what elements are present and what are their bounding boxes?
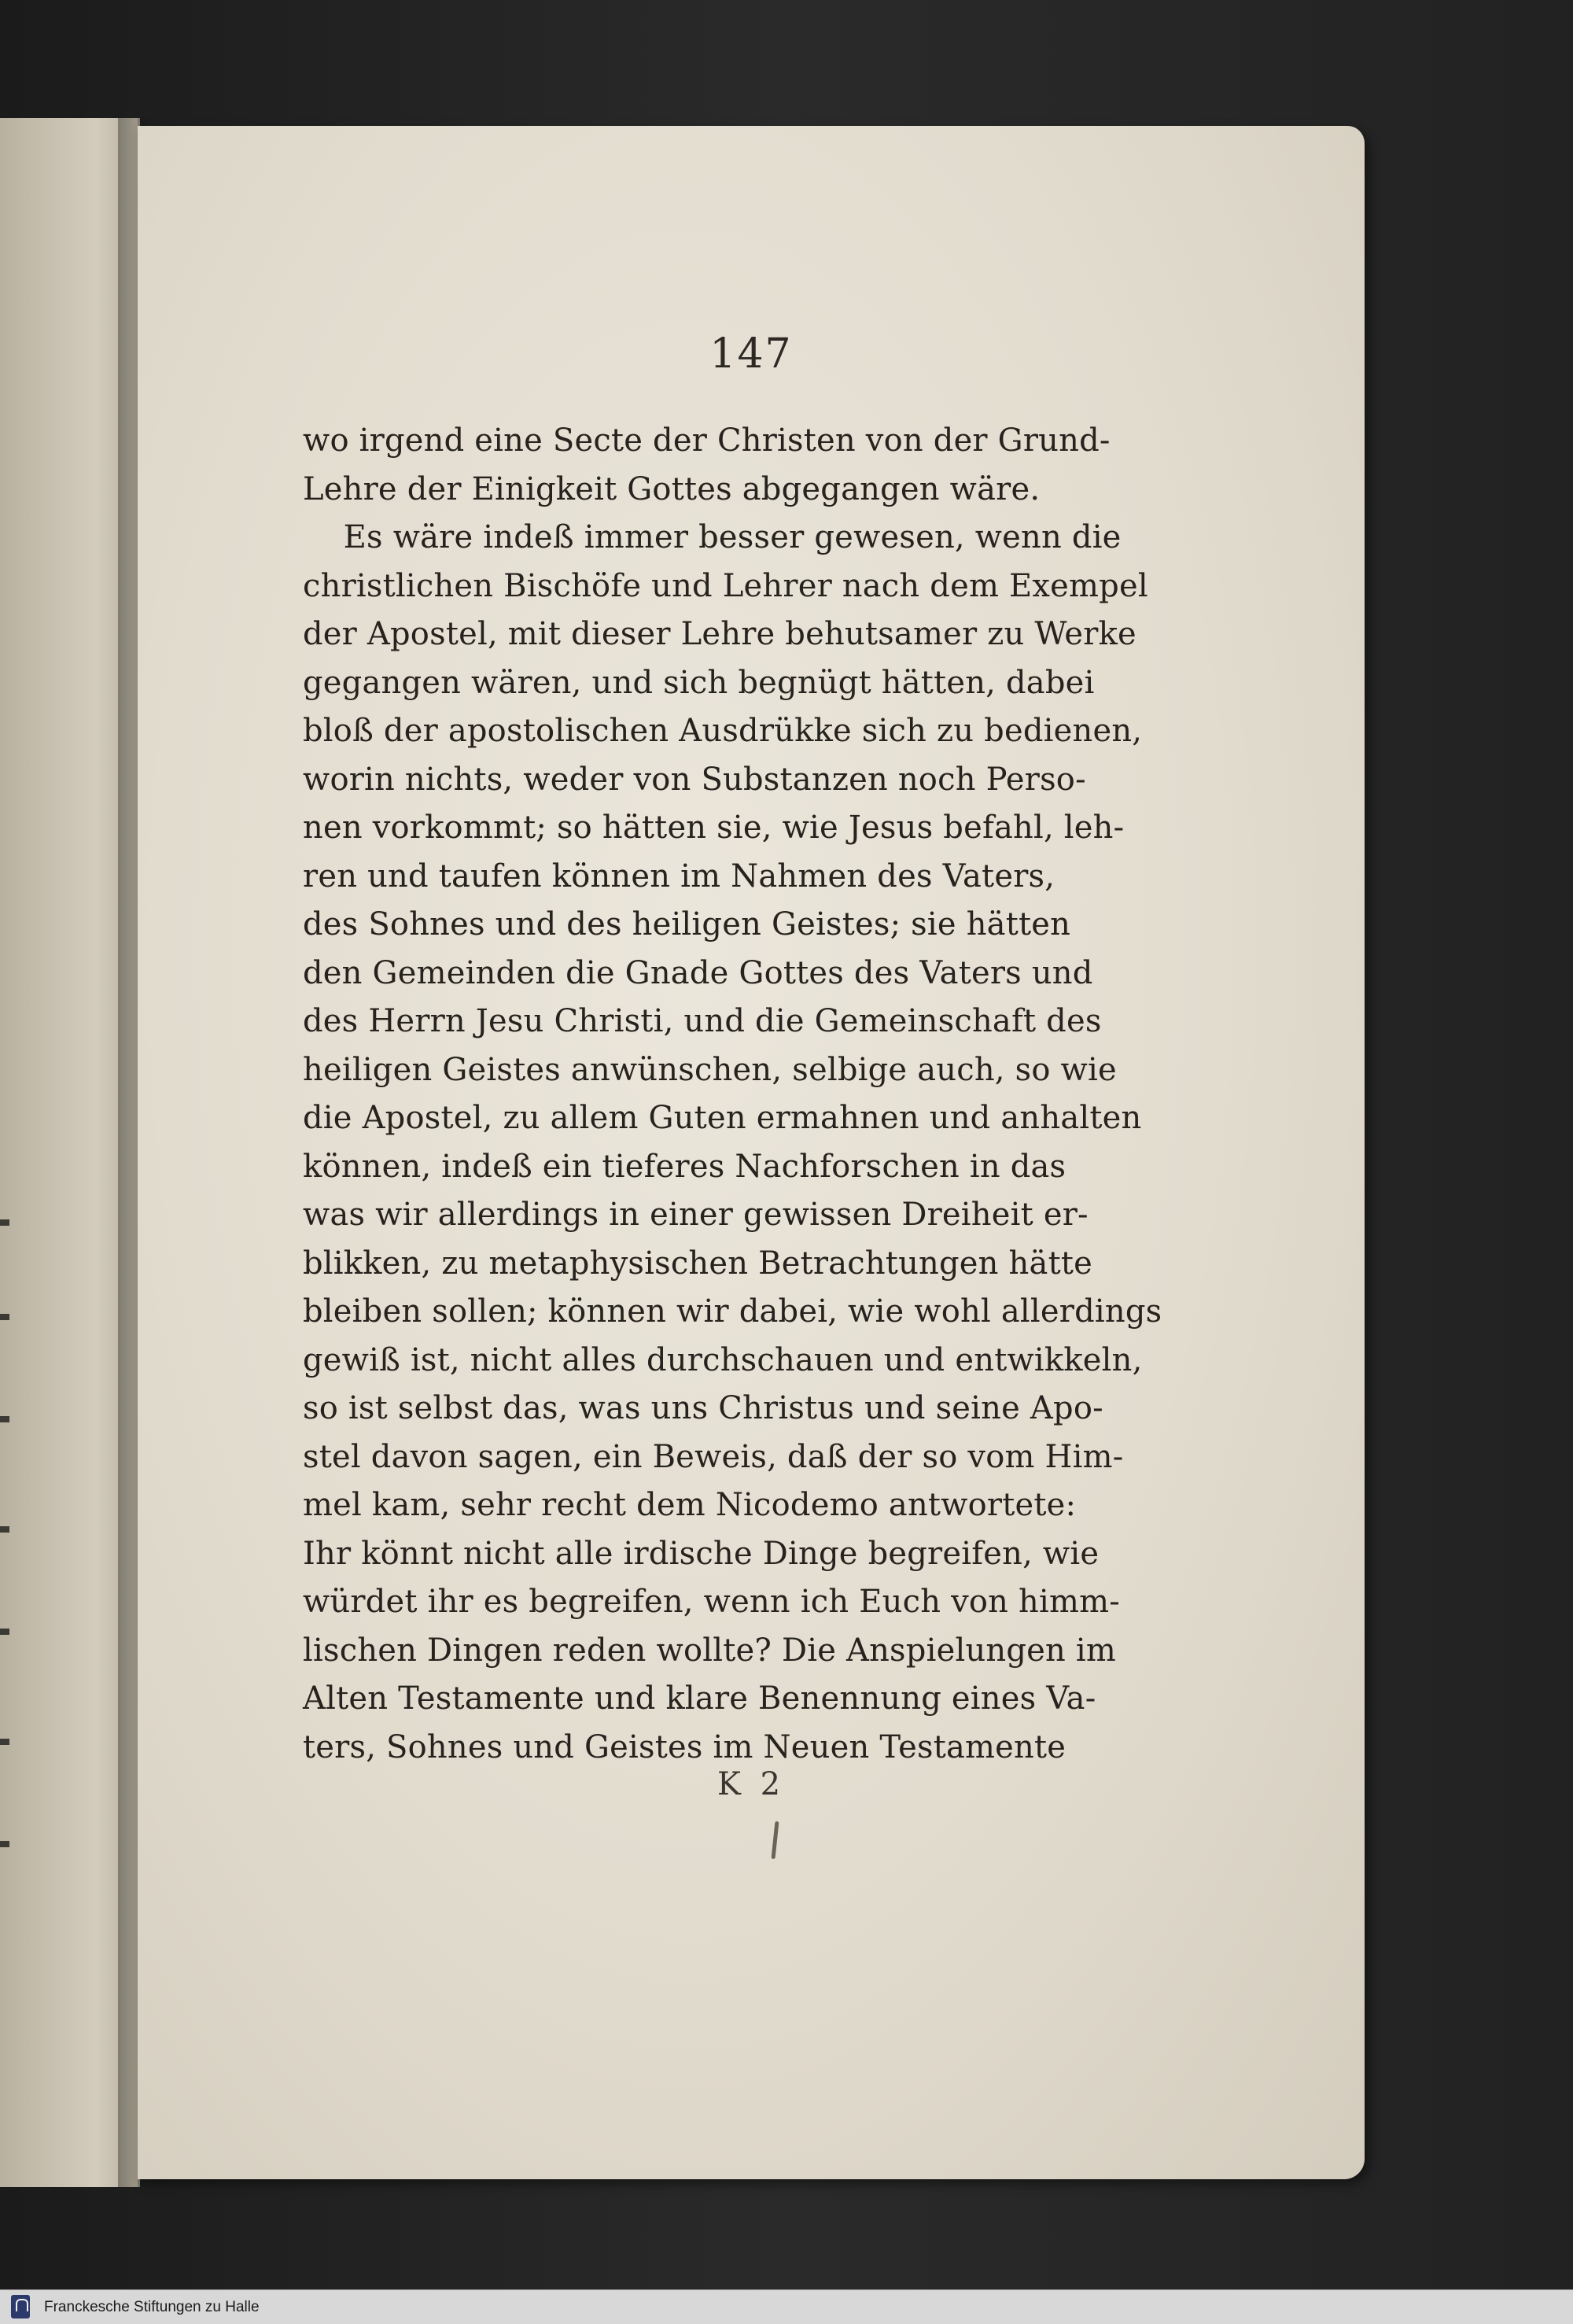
text-line: was wir allerdings in einer gewissen Dreiheit er- bbox=[303, 1197, 1089, 1233]
text-line: wo irgend eine Secte der Christen von der Grund- bbox=[303, 422, 1111, 459]
institution-logo-icon bbox=[11, 2295, 30, 2318]
text-line: ren und taufen können im Nahmen des Vaters, bbox=[303, 858, 1055, 895]
text-line: Ihr könnt nicht alle irdische Dinge begreifen, wie bbox=[303, 1535, 1100, 1572]
text-line: christlichen Bischöfe und Lehrer nach dem Exempel bbox=[303, 567, 1148, 604]
text-line: gegangen wären, und sich begnügt hätten, dabei bbox=[303, 664, 1095, 701]
text-line: heiligen Geistes anwünschen, selbige auch, so wie bbox=[303, 1051, 1117, 1088]
signature-mark: K 2 bbox=[717, 1766, 786, 1802]
text-line: so ist selbst das, was uns Christus und seine Apo- bbox=[303, 1390, 1103, 1426]
text-line: Es wäre indeß immer besser gewesen, wenn die bbox=[303, 519, 1122, 555]
text-line: blikken, zu metaphysischen Betrachtungen hätte bbox=[303, 1245, 1092, 1282]
text-line: der Apostel, mit dieser Lehre behutsamer zu Werke bbox=[303, 616, 1136, 652]
book-page bbox=[138, 126, 1365, 2179]
text-line: bleiben sollen; können wir dabei, wie wohl allerdings bbox=[303, 1293, 1162, 1330]
body-text bbox=[303, 417, 1247, 1772]
footer-institution: Franckesche Stiftungen zu Halle bbox=[44, 2299, 260, 2315]
text-line: gewiß ist, nicht alles durchschauen und entwikkeln, bbox=[303, 1341, 1143, 1378]
left-page-text-fragments bbox=[0, 1219, 9, 1927]
text-line: lischen Dingen reden wollte? Die Anspielungen im bbox=[303, 1632, 1117, 1669]
text-line: nen vorkommt; so hätten sie, wie Jesus befahl, leh- bbox=[303, 810, 1125, 846]
text-line: Lehre der Einigkeit Gottes abgegangen wäre. bbox=[303, 470, 1041, 507]
text-line: die Apostel, zu allem Guten ermahnen und anhalten bbox=[303, 1100, 1142, 1136]
text-line: Alten Testamente und klare Benennung eines Va- bbox=[303, 1680, 1096, 1717]
ink-mark bbox=[772, 1821, 779, 1859]
text-line: worin nichts, weder von Substanzen noch Perso- bbox=[303, 761, 1086, 798]
page-number: 147 bbox=[709, 330, 793, 378]
text-line: würdet ihr es begreifen, wenn ich Euch von himm- bbox=[303, 1584, 1120, 1620]
text-line: mel kam, sehr recht dem Nicodemo antwortete: bbox=[303, 1487, 1077, 1523]
footer-bar bbox=[0, 2289, 1573, 2324]
text-line: des Herrn Jesu Christi, und die Gemeinschaft des bbox=[303, 1003, 1102, 1039]
text-line: des Sohnes und des heiligen Geistes; sie hätten bbox=[303, 906, 1071, 943]
text-line: den Gemeinden die Gnade Gottes des Vaters und bbox=[303, 954, 1093, 991]
text-line: ters, Sohnes und Geistes im Neuen Testamente bbox=[303, 1728, 1066, 1765]
text-line: bloß der apostolischen Ausdrükke sich zu bedienen, bbox=[303, 713, 1143, 749]
text-line: können, indeß ein tieferes Nachforschen in das bbox=[303, 1148, 1066, 1185]
text-line: stel davon sagen, ein Beweis, daß der so vom Him- bbox=[303, 1438, 1124, 1475]
